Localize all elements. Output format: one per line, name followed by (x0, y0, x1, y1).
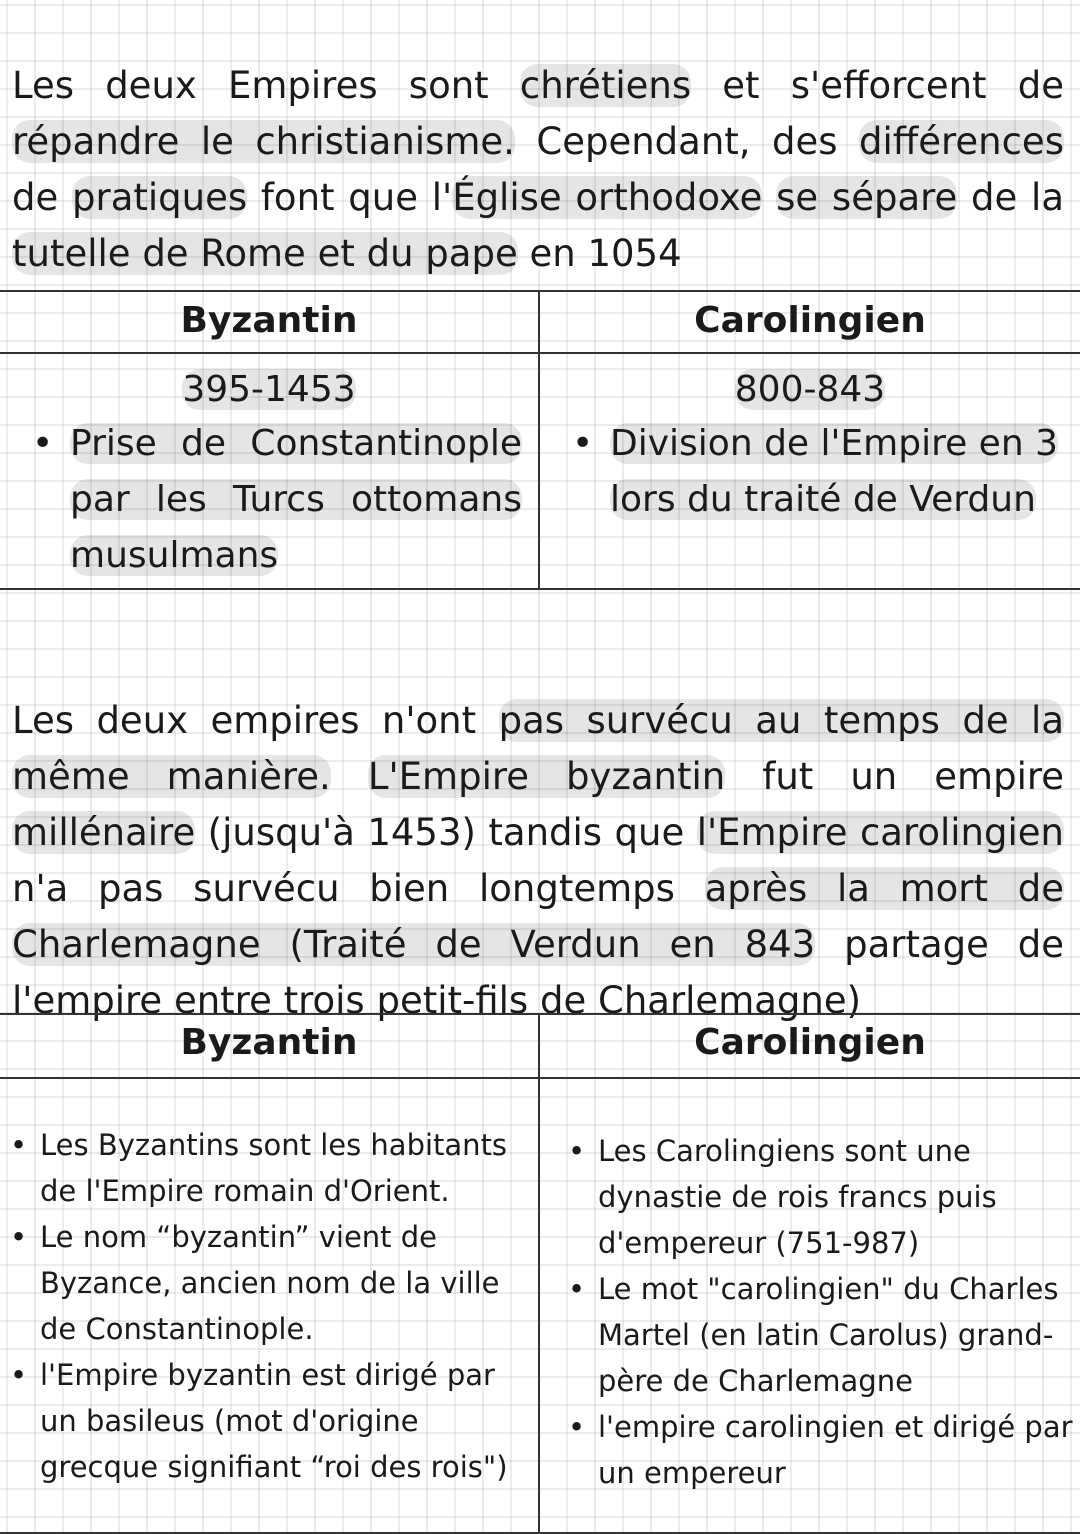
carolingien-facts-list (598, 1128, 1076, 1496)
text-segment (331, 755, 368, 798)
highlighted-text: après la mort de Charlemagne (Traité de Verdun en 843 (12, 867, 1064, 966)
text-segment: de (12, 176, 73, 219)
text-segment: Cependant, des (514, 120, 859, 163)
highlighted-text: Prise de Constantinople par les Turcs ottomans musulmans (70, 423, 522, 576)
list-item: • l'empire carolingien et dirigé par un empereur (598, 1404, 1076, 1496)
text-segment: de la (957, 176, 1064, 219)
highlighted-text: répandre le christianisme. (12, 120, 515, 163)
list-item (610, 416, 1070, 528)
list-item (70, 416, 522, 584)
highlighted-text: millénaire (12, 811, 196, 854)
text-segment (762, 176, 776, 219)
text-segment: font que l' (247, 176, 453, 219)
byzantin-years (0, 362, 538, 418)
column-header-carolingien: Carolingien (540, 1015, 1080, 1079)
text-segment: en 1054 (517, 232, 682, 275)
intro-paragraph (12, 58, 1064, 282)
highlighted-text: chrétiens (519, 64, 692, 107)
highlighted-text: Division de l'Empire en 3 lors du traité de Verdun (610, 423, 1058, 520)
byzantin-end-list (70, 416, 522, 584)
highlighted-text: pas survécu au temps de la même manière. (12, 699, 1064, 798)
carolingien-end-list (610, 416, 1070, 528)
highlighted-text: pratiques (72, 176, 248, 219)
text-segment: partage de l'empire entre trois petit-fils de Charlemagne) (12, 923, 1064, 1022)
column-header-byzantin: Byzantin (0, 292, 538, 354)
highlighted-text: différences (858, 120, 1064, 163)
highlighted-text: L'Empire byzantin (367, 755, 726, 798)
byzantin-facts-list (40, 1122, 530, 1490)
list-item: • Les Carolingiens sont une dynastie de rois francs puis d'empereur (751-987) (598, 1128, 1076, 1266)
highlighted-text: tutelle de Rome et du pape (12, 232, 518, 275)
text-segment: Les deux Empires sont (12, 64, 520, 107)
text-segment: Les deux empires n'ont (12, 699, 499, 742)
years-text: 395-1453 (182, 369, 356, 410)
list-item: • l'Empire byzantin est dirigé par un basileus (mot d'origine grecque signifiant “roi des rois") (40, 1352, 530, 1490)
text-segment: (jusqu'à 1453) tandis que (195, 811, 697, 854)
list-item: • Le mot "carolingien" du Charles Martel (en latin Carolus) grand-père de Charlemagne (598, 1266, 1076, 1404)
text-segment: et s'efforcent de (691, 64, 1064, 107)
highlighted-text: Église orthodoxe (452, 176, 763, 219)
carolingien-years (540, 362, 1080, 418)
highlighted-text: l'Empire carolingien (696, 811, 1064, 854)
years-text: 800-843 (734, 369, 886, 410)
list-item: • Le nom “byzantin” vient de Byzance, ancien nom de la ville de Constantinople. (40, 1214, 530, 1352)
text-segment: fut un empire (725, 755, 1065, 798)
column-header-carolingien: Carolingien (540, 292, 1080, 354)
text-segment: n'a pas survécu bien longtemps (12, 867, 705, 910)
highlighted-text: se sépare (776, 176, 958, 219)
survival-paragraph (12, 693, 1064, 1029)
list-item: • Les Byzantins sont les habitants de l'Empire romain d'Orient. (40, 1122, 530, 1214)
column-header-byzantin: Byzantin (0, 1015, 538, 1079)
